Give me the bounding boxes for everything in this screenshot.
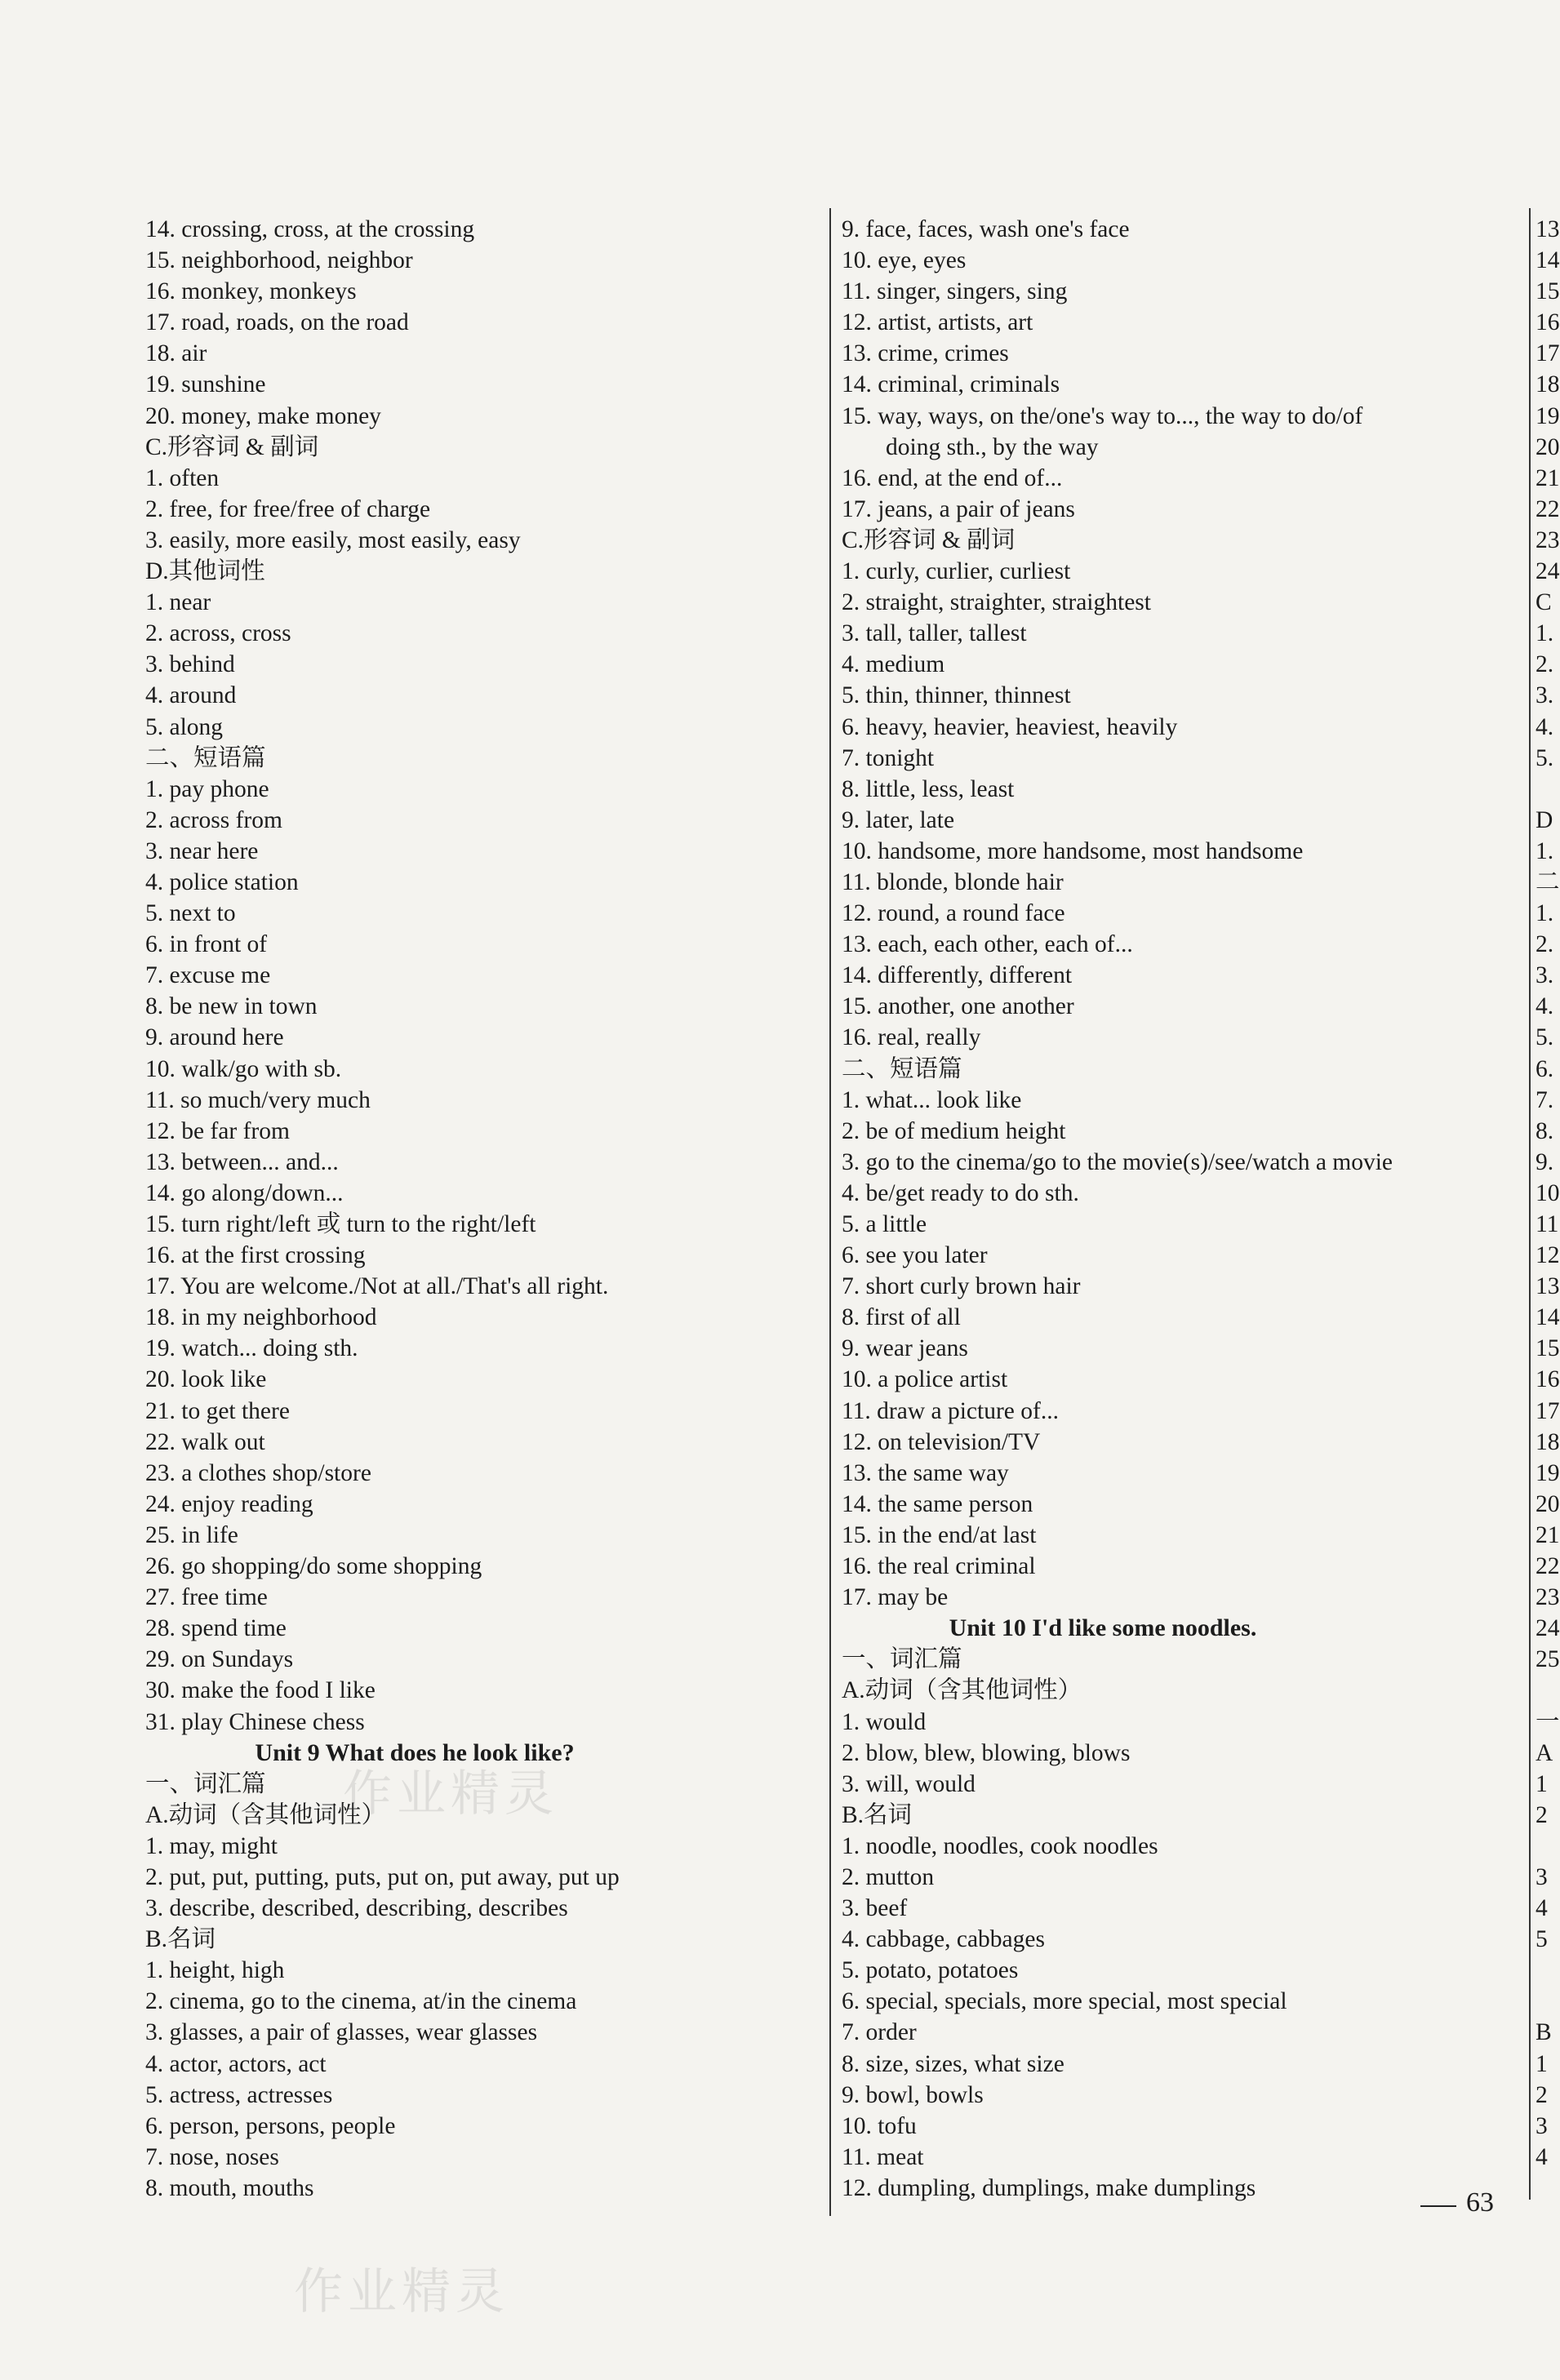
list-item: 3. go to the cinema/go to the movie(s)/see/watch a movie bbox=[842, 1148, 1393, 1175]
list-item: 8. mouth, mouths bbox=[145, 2174, 314, 2201]
edge-item: B bbox=[1536, 2019, 1552, 2046]
list-item: 7. excuse me bbox=[145, 962, 271, 989]
list-item: 4. medium bbox=[842, 651, 945, 678]
unit-heading: Unit 9 What does he look like? bbox=[255, 1738, 575, 1766]
edge-item: 24 bbox=[1536, 558, 1560, 585]
edge-item: 4. bbox=[1536, 993, 1554, 1020]
list-item: 4. actor, actors, act bbox=[145, 2050, 327, 2077]
edge-item: 21 bbox=[1536, 464, 1560, 491]
column-divider bbox=[829, 208, 831, 2216]
edge-item: 1 bbox=[1536, 1770, 1548, 1797]
list-item: C.形容词 & 副词 bbox=[842, 526, 1016, 553]
edge-item: 14 bbox=[1536, 1304, 1560, 1331]
list-item: 1. often bbox=[145, 464, 220, 491]
edge-item: C bbox=[1536, 589, 1552, 616]
list-item: 15. neighborhood, neighbor bbox=[145, 247, 413, 274]
list-item: 9. face, faces, wash one's face bbox=[842, 216, 1130, 242]
list-item: 6. see you later bbox=[842, 1242, 988, 1269]
list-item: 1. pay phone bbox=[145, 775, 269, 802]
list-item: 13. crime, crimes bbox=[842, 340, 1009, 367]
list-item: 16. real, really bbox=[842, 1024, 981, 1051]
list-item: 6. person, persons, people bbox=[145, 2112, 396, 2139]
page-number-dash bbox=[1420, 2205, 1456, 2207]
edge-item: A bbox=[1536, 1739, 1553, 1766]
list-item: 5. along bbox=[145, 713, 224, 740]
list-item: 11. so much/very much bbox=[145, 1086, 371, 1113]
edge-item: 5 bbox=[1536, 1926, 1548, 1953]
edge-item: 3. bbox=[1536, 682, 1554, 709]
list-item: 1. noodle, noodles, cook noodles bbox=[842, 1832, 1158, 1859]
list-item: 3. glasses, a pair of glasses, wear glasses bbox=[145, 2019, 538, 2046]
list-item: 21. to get there bbox=[145, 1397, 290, 1424]
edge-item: 5. bbox=[1536, 744, 1554, 771]
edge-item: 13 bbox=[1536, 216, 1560, 242]
list-item: 6. in front of bbox=[145, 931, 268, 958]
list-item: doing sth., by the way bbox=[886, 433, 1099, 460]
list-item: 11. draw a picture of... bbox=[842, 1397, 1059, 1424]
list-item: 16. at the first crossing bbox=[145, 1242, 366, 1269]
edge-item bbox=[1536, 774, 1557, 805]
list-item: 19. watch... doing sth. bbox=[145, 1335, 358, 1362]
list-item: 7. order bbox=[842, 2019, 917, 2046]
list-item: 1. curly, curlier, curliest bbox=[842, 558, 1071, 585]
list-item: 3. will, would bbox=[842, 1770, 976, 1797]
list-item: 9. bowl, bowls bbox=[842, 2081, 984, 2108]
edge-item: 19 bbox=[1536, 1459, 1560, 1486]
list-item: 10. a police artist bbox=[842, 1366, 1008, 1393]
list-item: 一、词汇篇 bbox=[842, 1646, 962, 1673]
edge-item bbox=[1536, 1675, 1557, 1706]
list-item: 9. later, late bbox=[842, 806, 955, 833]
edge-item: 1. bbox=[1536, 900, 1554, 927]
list-item: 8. be new in town bbox=[145, 993, 318, 1020]
edge-item: 一 bbox=[1536, 1708, 1560, 1735]
list-item: 6. special, specials, more special, most special bbox=[842, 1988, 1287, 2015]
edge-item: 22 bbox=[1536, 1553, 1560, 1580]
left-column bbox=[145, 214, 815, 2204]
list-item: 23. a clothes shop/store bbox=[145, 1459, 371, 1486]
edge-item: 24 bbox=[1536, 1615, 1560, 1642]
list-item: 17. You are welcome./Not at all./That's all right. bbox=[145, 1273, 609, 1300]
edge-item: 6. bbox=[1536, 1055, 1554, 1082]
edge-item bbox=[1536, 1831, 1557, 1862]
list-item: 17. jeans, a pair of jeans bbox=[842, 495, 1075, 522]
list-item: 22. walk out bbox=[145, 1428, 265, 1455]
edge-item: 2. bbox=[1536, 931, 1554, 958]
edge-item: 23 bbox=[1536, 1584, 1560, 1611]
edge-item: 11 bbox=[1536, 1211, 1559, 1237]
list-item: 1. would bbox=[842, 1708, 927, 1735]
list-item: 2. across from bbox=[145, 806, 282, 833]
edge-item: 15 bbox=[1536, 1335, 1560, 1362]
edge-item: 21 bbox=[1536, 1521, 1560, 1548]
list-item: 16. end, at the end of... bbox=[842, 464, 1063, 491]
list-item: 13. between... and... bbox=[145, 1148, 339, 1175]
list-item: B.名词 bbox=[145, 1926, 216, 1953]
list-item: 13. the same way bbox=[842, 1459, 1009, 1486]
edge-item: 9. bbox=[1536, 1148, 1554, 1175]
list-item: 1. height, high bbox=[145, 1957, 285, 1984]
list-item: 3. tall, taller, tallest bbox=[842, 620, 1027, 647]
list-item: 9. wear jeans bbox=[842, 1335, 968, 1362]
list-item: 18. air bbox=[145, 340, 207, 367]
list-item: 10. tofu bbox=[842, 2112, 917, 2139]
list-item: C.形容词 & 副词 bbox=[145, 433, 319, 460]
edge-item: 4 bbox=[1536, 1895, 1548, 1922]
edge-item: 2 bbox=[1536, 2081, 1548, 2108]
list-item: 5. thin, thinner, thinnest bbox=[842, 682, 1071, 709]
list-item: 15. another, one another bbox=[842, 993, 1074, 1020]
edge-item: 16 bbox=[1536, 309, 1560, 336]
edge-item: 2 bbox=[1536, 1801, 1548, 1828]
list-item: 2. put, put, putting, puts, put on, put away, put up bbox=[145, 1863, 620, 1890]
list-item: 14. crossing, cross, at the crossing bbox=[145, 216, 475, 242]
list-item: 3. describe, described, describing, describes bbox=[145, 1895, 568, 1922]
list-item: 二、短语篇 bbox=[842, 1055, 962, 1082]
edge-item: 1. bbox=[1536, 837, 1554, 864]
edge-item: 12 bbox=[1536, 1242, 1560, 1269]
page-number: 63 bbox=[1466, 2187, 1494, 2218]
list-item: 25. in life bbox=[145, 1521, 238, 1548]
list-item: 7. short curly brown hair bbox=[842, 1273, 1081, 1300]
list-item: 15. turn right/left 或 turn to the right/left bbox=[145, 1211, 536, 1237]
edge-item: 22 bbox=[1536, 495, 1560, 522]
edge-item: 8. bbox=[1536, 1117, 1554, 1144]
list-item: 31. play Chinese chess bbox=[145, 1708, 365, 1735]
list-item: 8. little, less, least bbox=[842, 775, 1015, 802]
edge-item: 3 bbox=[1536, 1863, 1548, 1890]
list-item: 1. may, might bbox=[145, 1832, 278, 1859]
list-item: 12. dumpling, dumplings, make dumplings bbox=[842, 2174, 1256, 2201]
list-item: 12. round, a round face bbox=[842, 900, 1065, 927]
list-item: 14. criminal, criminals bbox=[842, 371, 1060, 398]
edge-item: 18 bbox=[1536, 1428, 1560, 1455]
list-item: 14. go along/down... bbox=[145, 1179, 344, 1206]
list-item: 9. around here bbox=[145, 1024, 284, 1051]
list-item: 3. behind bbox=[145, 651, 235, 678]
list-item: 20. look like bbox=[145, 1366, 267, 1393]
edge-item: 7. bbox=[1536, 1086, 1554, 1113]
list-item: 17. road, roads, on the road bbox=[145, 309, 409, 336]
edge-item: 14 bbox=[1536, 247, 1560, 274]
list-item: 5. actress, actresses bbox=[145, 2081, 333, 2108]
list-item: 20. money, make money bbox=[145, 402, 381, 429]
list-item: 2. mutton bbox=[842, 1863, 935, 1890]
list-item: 26. go shopping/do some shopping bbox=[145, 1553, 482, 1580]
list-item: 24. enjoy reading bbox=[145, 1490, 313, 1517]
edge-item: 19 bbox=[1536, 402, 1560, 429]
edge-item: 1. bbox=[1536, 620, 1554, 647]
list-item: 30. make the food I like bbox=[145, 1677, 376, 1704]
list-item: 5. potato, potatoes bbox=[842, 1957, 1019, 1984]
list-item: 16. the real criminal bbox=[842, 1553, 1036, 1580]
list-item: 3. near here bbox=[145, 837, 259, 864]
list-item: 12. be far from bbox=[145, 1117, 290, 1144]
list-item: 6. heavy, heavier, heaviest, heavily bbox=[842, 713, 1178, 740]
list-item: 5. a little bbox=[842, 1211, 927, 1237]
list-item: 二、短语篇 bbox=[145, 744, 266, 771]
list-item: 11. singer, singers, sing bbox=[842, 278, 1068, 305]
list-item: 7. tonight bbox=[842, 744, 935, 771]
list-item: 8. first of all bbox=[842, 1304, 961, 1331]
list-item: 16. monkey, monkeys bbox=[145, 278, 357, 305]
list-item: 10. handsome, more handsome, most handsome bbox=[842, 837, 1304, 864]
list-item: 14. differently, different bbox=[842, 962, 1073, 989]
middle-column bbox=[842, 214, 1519, 2204]
list-item: 13. each, each other, each of... bbox=[842, 931, 1133, 958]
edge-item bbox=[1536, 1955, 1557, 1986]
list-item: 10. eye, eyes bbox=[842, 247, 967, 274]
watermark: 作业精灵 bbox=[343, 1765, 558, 1823]
list-item: 14. the same person bbox=[842, 1490, 1033, 1517]
list-item: 4. police station bbox=[145, 868, 299, 895]
edge-item: 20 bbox=[1536, 433, 1560, 460]
edge-item: D bbox=[1536, 806, 1553, 833]
list-item: D.其他词性 bbox=[145, 558, 265, 585]
list-item: 29. on Sundays bbox=[145, 1646, 294, 1673]
list-item: 2. cinema, go to the cinema, at/in the cinema bbox=[145, 1988, 577, 2015]
list-item: 2. across, cross bbox=[145, 620, 291, 647]
list-item: 10. walk/go with sb. bbox=[145, 1055, 342, 1082]
list-item: 7. nose, noses bbox=[145, 2143, 279, 2170]
edge-item: 17 bbox=[1536, 1397, 1560, 1424]
list-item: 3. beef bbox=[842, 1895, 908, 1922]
list-item: 4. cabbage, cabbages bbox=[842, 1926, 1045, 1953]
list-item: 11. meat bbox=[842, 2143, 924, 2170]
edge-item: 10 bbox=[1536, 1179, 1560, 1206]
list-item: 17. may be bbox=[842, 1584, 949, 1611]
list-item: 5. next to bbox=[145, 900, 236, 927]
edge-item: 18 bbox=[1536, 371, 1560, 398]
list-item: 2. free, for free/free of charge bbox=[145, 495, 431, 522]
list-item: 一、词汇篇 bbox=[145, 1770, 266, 1797]
watermark-bottom: 作业精灵 bbox=[294, 2263, 509, 2320]
edge-item: 1 bbox=[1536, 2050, 1548, 2077]
list-item: A.动词（含其他词性） bbox=[145, 1801, 386, 1828]
list-item: 2. blow, blew, blowing, blows bbox=[842, 1739, 1131, 1766]
edge-item: 3. bbox=[1536, 962, 1554, 989]
list-item: 2. straight, straighter, straightest bbox=[842, 589, 1151, 616]
column-divider-right bbox=[1529, 208, 1531, 2200]
list-item: 3. easily, more easily, most easily, easy bbox=[145, 526, 521, 553]
edge-item: 4. bbox=[1536, 713, 1554, 740]
list-item: 2. be of medium height bbox=[842, 1117, 1066, 1144]
edge-item: 15 bbox=[1536, 278, 1560, 305]
edge-item: 23 bbox=[1536, 526, 1560, 553]
list-item: 12. artist, artists, art bbox=[842, 309, 1033, 336]
edge-item: 5. bbox=[1536, 1024, 1554, 1051]
list-item: 1. what... look like bbox=[842, 1086, 1022, 1113]
list-item: 4. be/get ready to do sth. bbox=[842, 1179, 1079, 1206]
edge-item: 16 bbox=[1536, 1366, 1560, 1393]
list-item: 28. spend time bbox=[145, 1615, 287, 1642]
edge-item: 17 bbox=[1536, 340, 1560, 367]
list-item: 4. around bbox=[145, 682, 237, 709]
edge-item: 13 bbox=[1536, 1273, 1560, 1300]
list-item: A.动词（含其他词性） bbox=[842, 1677, 1082, 1704]
list-item: 1. near bbox=[145, 589, 211, 616]
list-item: 27. free time bbox=[145, 1584, 268, 1611]
edge-item: 3 bbox=[1536, 2112, 1548, 2139]
edge-item: 二 bbox=[1536, 868, 1560, 895]
edge-item bbox=[1536, 1986, 1557, 2017]
list-item: 15. in the end/at last bbox=[842, 1521, 1037, 1548]
edge-item: 2. bbox=[1536, 651, 1554, 678]
list-item: B.名词 bbox=[842, 1801, 913, 1828]
list-item: 8. size, sizes, what size bbox=[842, 2050, 1064, 2077]
list-item: 18. in my neighborhood bbox=[145, 1304, 377, 1331]
right-edge-column bbox=[1536, 214, 1560, 2173]
edge-item: 4 bbox=[1536, 2143, 1548, 2170]
edge-item: 20 bbox=[1536, 1490, 1560, 1517]
list-item: 11. blonde, blonde hair bbox=[842, 868, 1064, 895]
list-item: 19. sunshine bbox=[145, 371, 266, 398]
unit-heading: Unit 10 I'd like some noodles. bbox=[949, 1614, 1257, 1642]
edge-item: 25 bbox=[1536, 1646, 1560, 1673]
list-item: 15. way, ways, on the/one's way to..., the way to do/of bbox=[842, 402, 1363, 429]
list-item: 12. on television/TV bbox=[842, 1428, 1041, 1455]
